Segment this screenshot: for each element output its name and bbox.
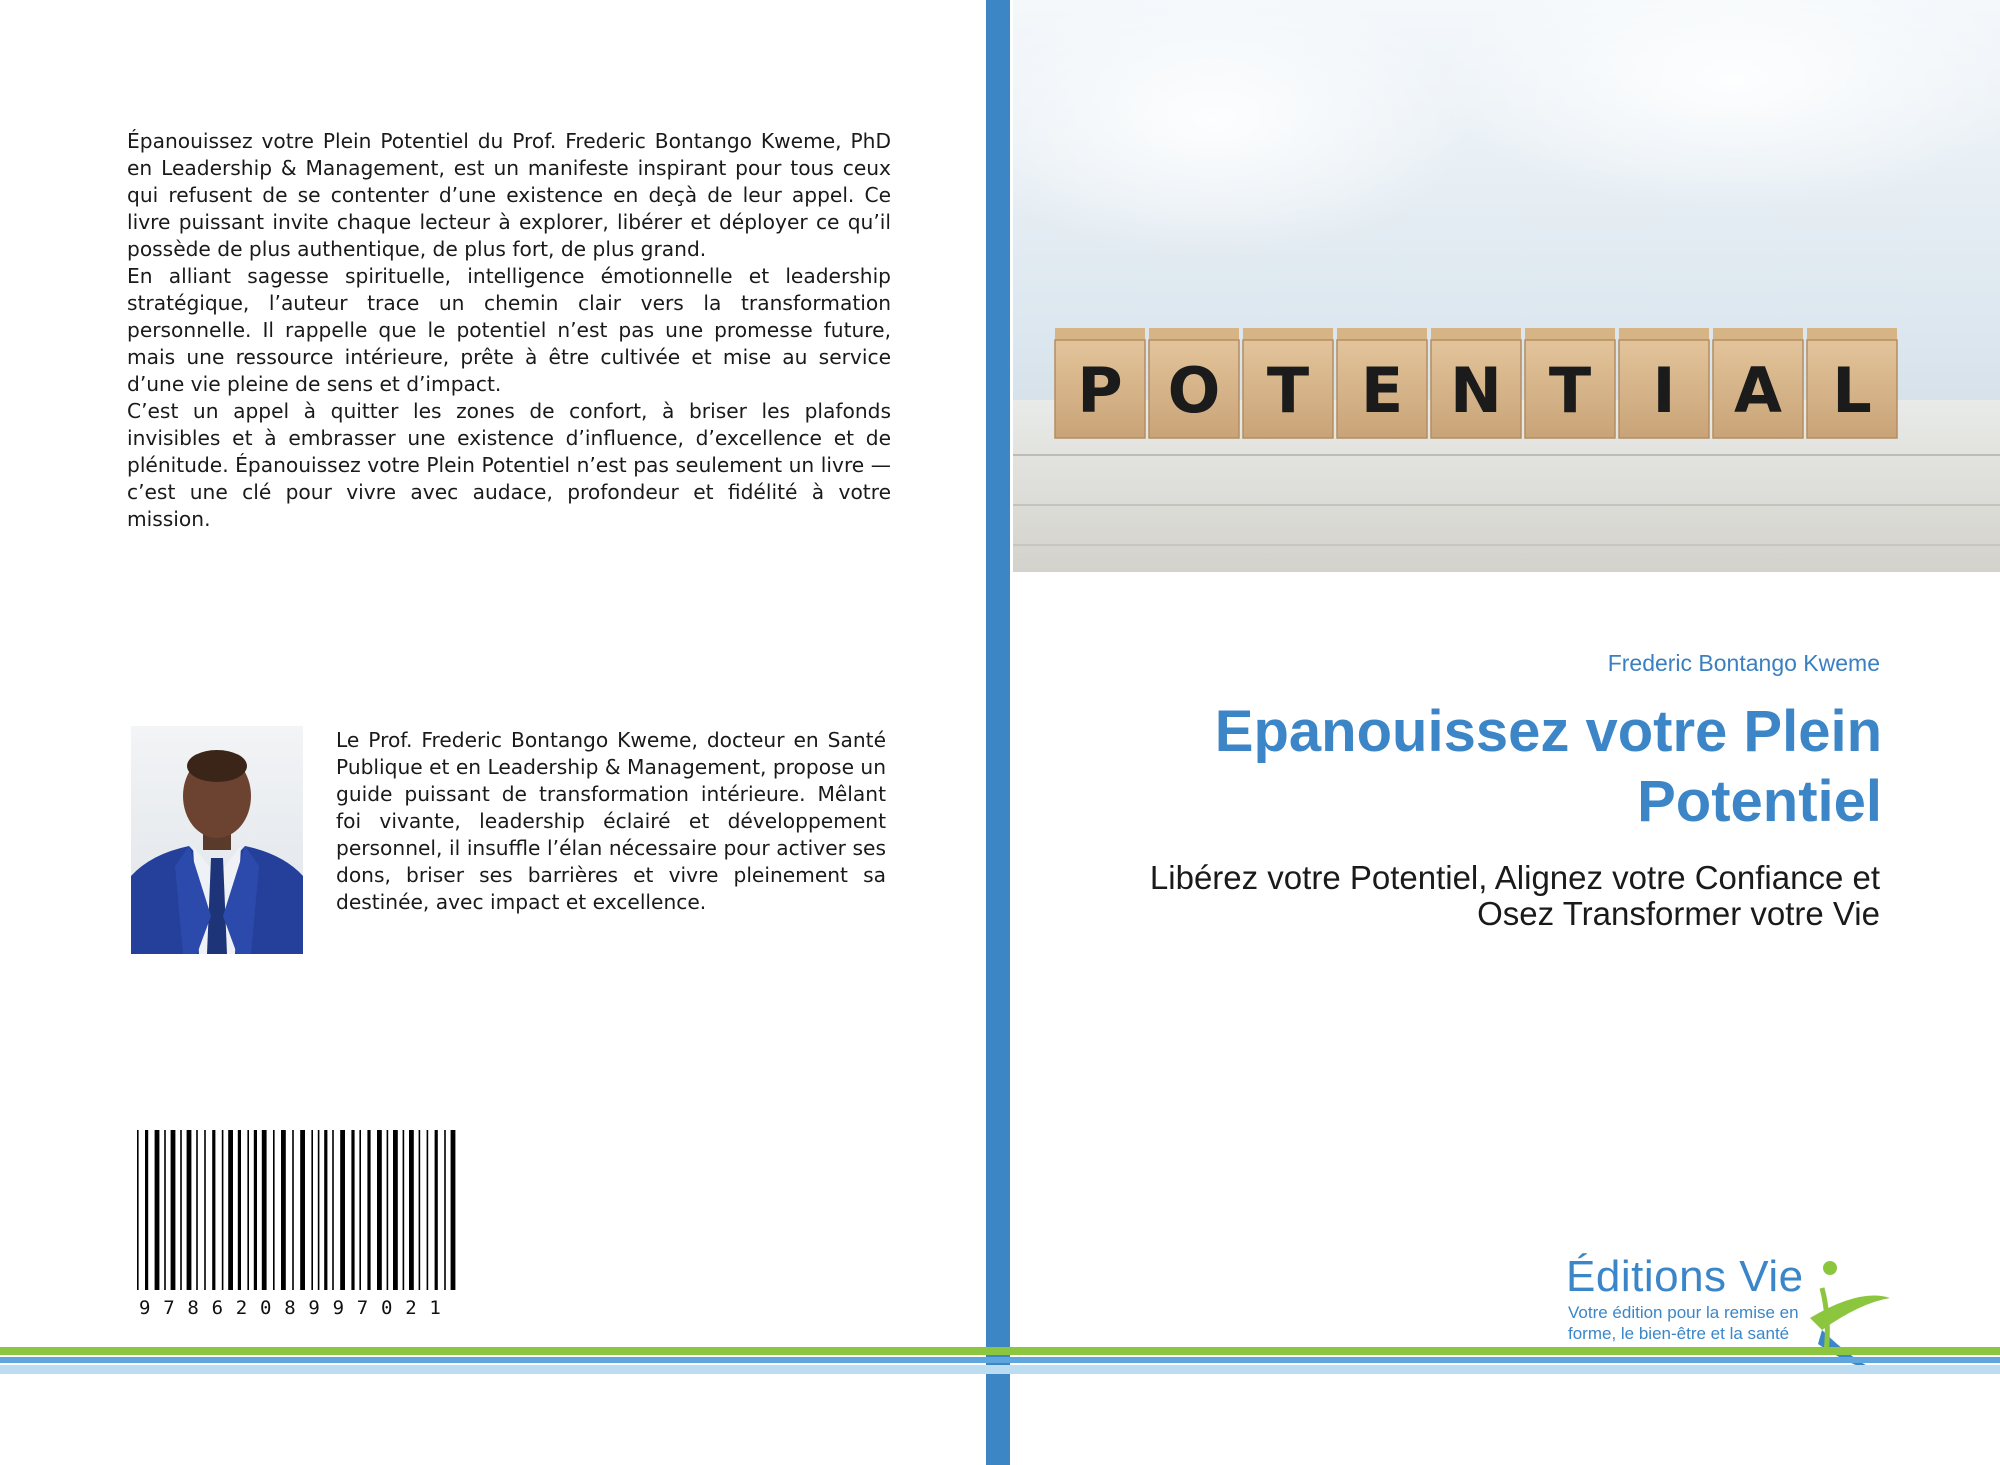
barcode-bar [145, 1130, 148, 1290]
letter-block [1807, 328, 1897, 438]
barcode-bar [137, 1130, 139, 1290]
isbn-digit: 0 [381, 1297, 393, 1318]
letter-block [1055, 328, 1145, 438]
barcode-bar [409, 1130, 414, 1290]
letter-block [1149, 328, 1239, 438]
barcode-bar [387, 1130, 389, 1290]
barcode-bar [324, 1130, 327, 1290]
barcode-bar [155, 1130, 160, 1290]
block-letter: T [1266, 354, 1310, 427]
barcode-bar [351, 1130, 354, 1290]
blurb-paragraph: En alliant sagesse spirituelle, intelligence émotionnelle et leadership stratégique, l’auteur trace un chemin clair vers la transformation personnelle. Il rappelle que le potentiel n’est pas une promesse future, mais une ressource intérieure, prête à être cultivée et mise au service d’une vie pleine de sens et d’impact. [127, 264, 891, 396]
barcode-bar [228, 1130, 233, 1290]
barcode-bar [164, 1130, 166, 1290]
barcode-bar [171, 1130, 176, 1290]
isbn-digit: 8 [284, 1297, 296, 1318]
book-spine [986, 0, 1010, 1465]
barcode-bar [340, 1130, 345, 1290]
barcode-bar [451, 1130, 456, 1290]
barcode-bar [300, 1130, 305, 1290]
block-letter: P [1077, 354, 1123, 427]
book-subtitle: Libérez votre Potentiel, Alignez votre Confiance et Osez Transformer votre Vie [1149, 859, 1880, 932]
letter-block [1431, 328, 1521, 438]
block-letter: T [1548, 354, 1592, 427]
barcode-bar [180, 1130, 182, 1290]
barcode-bar [273, 1130, 275, 1290]
block-letter: E [1360, 354, 1404, 427]
letter-block [1619, 328, 1709, 438]
barcode-bars [135, 1130, 457, 1318]
barcode-bar [393, 1130, 398, 1290]
author-bio: Le Prof. Frederic Bontango Kweme, docteur en Santé Publique et en Leadership & Management, propose un guide puissant de transformation intérieure. Mêlant foi vivante, leadership éclairé et développement personnel, il insuffle l’élan nécessaire pour activer ses dons, briser ses barrières et vivre pleinement sa destinée, avec impact et excellence. [336, 728, 886, 914]
barcode-bar [419, 1130, 421, 1290]
block-letter: N [1450, 354, 1502, 427]
barcode-bar [359, 1130, 361, 1290]
isbn-digit: 6 [211, 1297, 224, 1318]
barcode-bar [247, 1130, 249, 1290]
letter-block [1337, 328, 1427, 438]
barcode-bar [212, 1130, 215, 1290]
letter-block [1525, 328, 1615, 438]
isbn-digit: 9 [308, 1297, 320, 1318]
block-letter: O [1167, 354, 1221, 427]
author-portrait-illustration [131, 726, 303, 954]
isbn-digit: 1 [429, 1297, 441, 1318]
isbn-digit: 2 [235, 1297, 248, 1318]
barcode-bar [367, 1130, 370, 1290]
potential-blocks-illustration [1013, 0, 2000, 572]
block-letter: A [1734, 354, 1782, 427]
isbn-digit: 7 [163, 1297, 175, 1318]
book-title: Epanouissez votre Plein Potentiel [1214, 699, 1882, 834]
isbn-barcode [135, 1130, 457, 1318]
isbn-digit: 2 [405, 1297, 417, 1318]
publisher-name: Éditions Vie [1566, 1252, 1804, 1301]
barcode-bar [262, 1130, 267, 1290]
blue-stripe [0, 1357, 2000, 1363]
block-letter: L [1832, 354, 1872, 427]
barcode-bar [427, 1130, 429, 1290]
blurb-paragraph: C’est un appel à quitter les zones de confort, à briser les plafonds invisibles et à embrasser une existence d’influence, d’excellence et de plénitude. Épanouissez votre Plein Potentiel n’est pas seulement un livre — c’est une clé pour vivre avec audace, profondeur et fidélité à votre mission. [127, 399, 891, 531]
barcode-bar [281, 1130, 286, 1290]
back-cover-blurb [127, 128, 891, 533]
isbn-digit: 8 [187, 1297, 199, 1318]
barcode-bar [187, 1130, 192, 1290]
barcode-bar [403, 1130, 405, 1290]
block-letter: I [1652, 354, 1676, 427]
barcode-bar [444, 1130, 446, 1290]
letter-blocks [1055, 328, 1897, 438]
isbn-digit: 9 [332, 1297, 345, 1318]
green-stripe [0, 1347, 2000, 1355]
publisher-tagline: Votre édition pour la remise en forme, le bien-être et la santé [1568, 1303, 1799, 1343]
isbn-digit: 0 [260, 1297, 272, 1318]
barcode-bar [332, 1130, 334, 1290]
cover-photo [1013, 0, 2000, 572]
light-blue-stripe [0, 1365, 2000, 1374]
barcode-bar [222, 1130, 224, 1290]
blurb-paragraph: Épanouissez votre Plein Potentiel du Prof. Frederic Bontango Kweme, PhD en Leadership & Management, est un manifeste inspirant pour tous ceux qui refusent de se contenter d’une existence en deçà de leur appel. Ce livre puissant invite chaque lecteur à explorer, libérer et déployer ce qu’il possède de plus authentique, de plus fort, de plus grand. [127, 129, 891, 261]
letter-block [1713, 328, 1803, 438]
letter-block [1243, 328, 1333, 438]
barcode-bar [238, 1130, 241, 1290]
cover-author-name: Frederic Bontango Kweme [1607, 650, 1880, 676]
isbn-digit: 7 [356, 1297, 369, 1318]
barcode-bar [292, 1130, 294, 1290]
barcode-bar [435, 1130, 438, 1290]
author-photo [131, 726, 303, 954]
barcode-bar [196, 1130, 198, 1290]
barcode-bar [311, 1130, 313, 1290]
isbn-digit: 9 [139, 1297, 151, 1318]
barcode-bar [204, 1130, 206, 1290]
barcode-bar [254, 1130, 257, 1290]
barcode-bar [318, 1130, 320, 1290]
barcode-bar [377, 1130, 382, 1290]
